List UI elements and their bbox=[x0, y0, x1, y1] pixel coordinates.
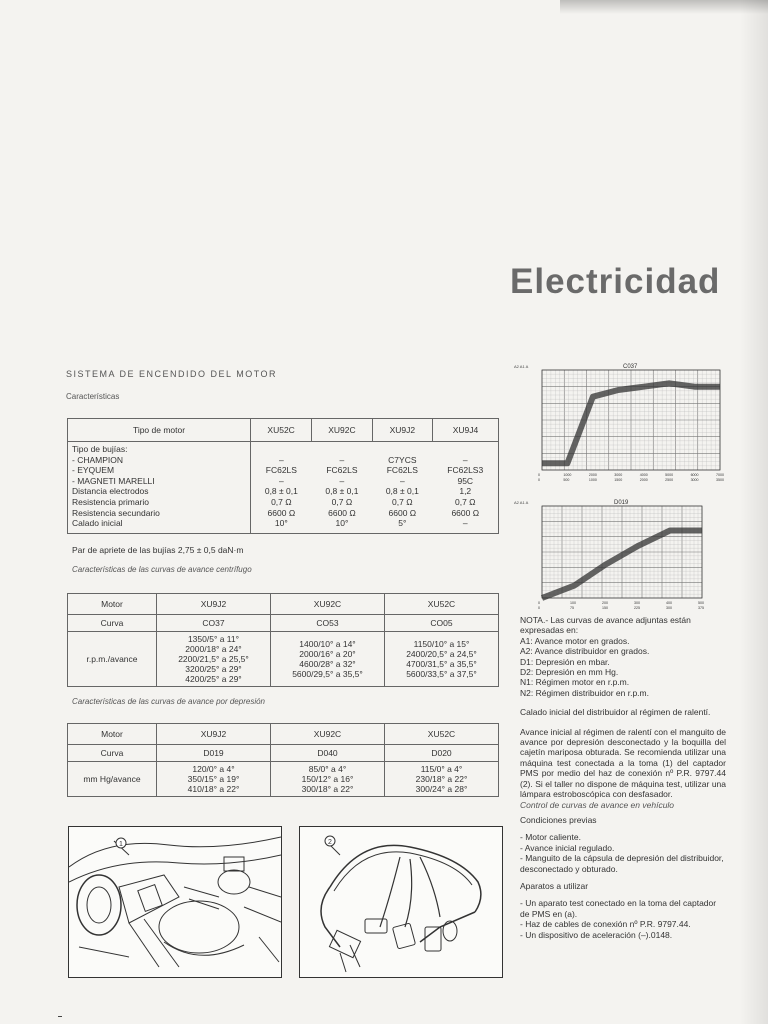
page-top-shadow bbox=[560, 0, 768, 14]
cell: – bbox=[462, 518, 468, 529]
torque-text: Par de apriete de las bujías 2,75 ± 0,5 daN·m bbox=[72, 545, 244, 555]
row-label: Tipo de bujías: bbox=[72, 444, 128, 454]
table-header-row bbox=[68, 594, 499, 615]
x-tick-label: 400 bbox=[666, 601, 672, 605]
row-label: Resistencia primario bbox=[72, 496, 149, 507]
x-tick-label: 0 bbox=[538, 601, 540, 605]
x-tick-label: 1000 bbox=[588, 478, 597, 482]
cell-group bbox=[157, 632, 271, 687]
note-column bbox=[520, 615, 726, 940]
x-tick-label: 500 bbox=[698, 601, 704, 605]
header-cell: XU92C bbox=[271, 724, 385, 745]
cell: 2000/18° a 24° bbox=[185, 644, 242, 654]
callout-label: 1 bbox=[119, 841, 123, 848]
cell: 5600/29,5° a 35,5° bbox=[292, 669, 363, 679]
cell: D040 bbox=[271, 745, 385, 762]
cell: D020 bbox=[385, 745, 499, 762]
row-label: Motor bbox=[68, 594, 157, 615]
note-line: N2: Régimen distribuidor en r.p.m. bbox=[520, 687, 649, 698]
table-header-row bbox=[68, 724, 499, 745]
row-label: r.p.m./avance bbox=[68, 632, 157, 687]
cell: 350/15° a 19° bbox=[187, 774, 240, 784]
cell: 2000/16° a 20° bbox=[299, 649, 356, 659]
chart-title: C037 bbox=[623, 364, 638, 370]
aparatos-heading: Aparatos a utilizar bbox=[520, 880, 589, 891]
row-label: - CHAMPION bbox=[72, 454, 123, 465]
header-cell: XU9J2 bbox=[372, 419, 432, 442]
cell: 5° bbox=[398, 518, 407, 529]
note-line: A1: Avance motor en grados. bbox=[520, 635, 630, 646]
cell: 6600 Ω bbox=[267, 507, 296, 518]
note-line: A2: Avance distribuidor en grados. bbox=[520, 646, 650, 657]
x-tick-label: 75 bbox=[570, 606, 574, 610]
cell: D019 bbox=[157, 745, 271, 762]
cell: 0,7 Ω bbox=[271, 496, 292, 507]
table-row bbox=[68, 745, 499, 762]
callout-label: 2 bbox=[328, 839, 332, 846]
row-label: Curva bbox=[68, 615, 157, 632]
row-label: Calado inicial bbox=[72, 518, 123, 529]
y-axis-label: A2 A1 A bbox=[514, 500, 529, 505]
table-row bbox=[68, 615, 499, 632]
x-tick-label: 5000 bbox=[665, 473, 674, 477]
engine-drawing bbox=[69, 827, 281, 977]
condicion-item: - Avance inicial regulado. bbox=[520, 842, 615, 853]
table-row bbox=[68, 442, 499, 534]
subheading: Características bbox=[66, 392, 120, 401]
aparato-item: - Un dispositivo de aceleración (–).0148. bbox=[520, 929, 673, 940]
centrifugal-advance-table bbox=[67, 593, 499, 687]
cell: 95C bbox=[457, 475, 474, 486]
aparato-item: - Un aparato test conectado en la toma del captador de PMS en (a). bbox=[520, 898, 717, 919]
engine-column bbox=[312, 442, 372, 534]
cell: CO53 bbox=[271, 615, 385, 632]
cell: 1,2 bbox=[459, 486, 472, 497]
cell: 0,7 Ω bbox=[454, 496, 476, 507]
x-tick-label: 300 bbox=[634, 601, 640, 605]
cell: FC62LS bbox=[326, 465, 358, 476]
harness-drawing bbox=[300, 827, 502, 977]
cell: 4600/28° a 32° bbox=[299, 659, 356, 669]
cell: – bbox=[278, 475, 284, 486]
cell: 115/0° a 4° bbox=[420, 764, 463, 774]
header-cell: Tipo de motor bbox=[68, 419, 251, 442]
header-cell: XU9J4 bbox=[433, 419, 499, 442]
cell: C7YCS bbox=[388, 454, 417, 465]
table-row bbox=[68, 762, 499, 797]
cell: 300/18° a 22° bbox=[301, 784, 354, 794]
section-title: SISTEMA DE ENCENDIDO DEL MOTOR bbox=[66, 369, 278, 379]
x-tick-label: 150 bbox=[602, 606, 608, 610]
condicion-item: - Motor caliente. bbox=[520, 832, 581, 843]
x-tick-label: 4000 bbox=[639, 473, 648, 477]
cell: 4700/31,5° a 35,5° bbox=[406, 659, 477, 669]
page-edge-shadow bbox=[740, 0, 768, 1024]
depression-advance-table bbox=[67, 723, 499, 797]
x-tick-label: 100 bbox=[570, 601, 576, 605]
cell: 0,8 ± 0,1 bbox=[385, 486, 419, 497]
note-line: D1: Depresión en mbar. bbox=[520, 656, 610, 667]
cell: FC62LS3 bbox=[447, 465, 484, 476]
row-label: Curva bbox=[68, 745, 157, 762]
note-line: N1: Régimen motor en r.p.m. bbox=[520, 677, 630, 688]
depression-heading: Características de las curvas de avance por depresión bbox=[72, 697, 265, 706]
x-tick-label: 500 bbox=[563, 478, 570, 482]
avance-paragraph: Avance inicial al régimen de ralentí con el manguito de avance por depresión desconectado y la boquilla del cajetín mariposa obturada. Se recomienda utilizar una máquina test conectada a la toma (1) del captador PMS por medio del haz de conexión nº P.R. 9797.44 (2). Si el taller no dispone de máquina test, utilizar una lámpara estroboscópica con desfasador. bbox=[520, 726, 726, 800]
cell-group bbox=[385, 762, 499, 797]
cell: 85/0° a 4° bbox=[308, 764, 347, 774]
cell: 1350/5° a 11° bbox=[187, 634, 240, 644]
note-line: D2: Depresión en mm Hg. bbox=[520, 667, 619, 678]
cell: 4200/25° a 29° bbox=[185, 674, 242, 684]
cell: 10° bbox=[335, 518, 349, 529]
condicion-item: - Manguito de la cápsula de depresión del distribuidor, desconectado y obturado. bbox=[520, 853, 724, 874]
cell: 300/24° a 28° bbox=[415, 784, 468, 794]
table-row bbox=[68, 632, 499, 687]
header-cell: XU92C bbox=[312, 419, 372, 442]
cell: 2400/20,5° a 24,5° bbox=[406, 649, 477, 659]
x-tick-label: 200 bbox=[602, 601, 608, 605]
cell: FC62LS bbox=[386, 465, 418, 476]
x-tick-label: 2500 bbox=[665, 478, 674, 482]
control-heading: Control de curvas de avance en vehículo bbox=[520, 799, 675, 810]
header-cell: XU92C bbox=[271, 594, 385, 615]
engine-illustration bbox=[68, 826, 282, 978]
row-label: mm Hg/avance bbox=[68, 762, 157, 797]
x-tick-label: 3000 bbox=[614, 473, 623, 477]
cell: 5600/33,5° a 37,5° bbox=[406, 669, 477, 679]
chapter-title: Electricidad bbox=[510, 262, 721, 301]
row-label: Resistencia secundario bbox=[72, 507, 160, 518]
cell: 2200/21,5° a 25,5° bbox=[178, 654, 249, 664]
cell: 410/18° a 22° bbox=[187, 784, 240, 794]
table-header-row bbox=[68, 419, 499, 442]
cell: – bbox=[339, 454, 345, 465]
x-tick-label: 2000 bbox=[588, 473, 597, 477]
cell: – bbox=[278, 454, 284, 465]
row-label: - MAGNETI MARELLI bbox=[72, 475, 155, 486]
row-labels-cell bbox=[68, 442, 251, 534]
cell: 6600 Ω bbox=[451, 507, 480, 518]
cell: 0,8 ± 0,1 bbox=[325, 486, 359, 497]
x-tick-label: 7000 bbox=[716, 473, 724, 477]
row-label: - EYQUEM bbox=[72, 465, 115, 476]
header-cell: XU52C bbox=[385, 594, 499, 615]
chart-title: D019 bbox=[614, 500, 629, 506]
cell: – bbox=[462, 454, 468, 465]
page-mark bbox=[58, 1016, 62, 1017]
centrifugal-heading: Características de las curvas de avance centrífugo bbox=[72, 565, 252, 574]
cell: 0,8 ± 0,1 bbox=[264, 486, 298, 497]
note-line: expresadas en: bbox=[520, 625, 579, 636]
y-axis-label: A2 A1 A bbox=[514, 364, 529, 369]
cell: 6600 Ω bbox=[328, 507, 356, 518]
x-tick-label: 1500 bbox=[614, 478, 623, 482]
aparato-item: - Haz de cables de conexión nº P.R. 9797.44. bbox=[520, 919, 691, 930]
row-label: Distancia electrodos bbox=[72, 486, 149, 497]
cell: 230/18° a 22° bbox=[415, 774, 468, 784]
harness-illustration bbox=[299, 826, 503, 978]
cell: – bbox=[399, 475, 405, 486]
cell: 0,7 Ω bbox=[392, 496, 413, 507]
header-cell: XU52C bbox=[251, 419, 312, 442]
advance-charts bbox=[512, 362, 728, 615]
header-cell: XU9J2 bbox=[157, 594, 271, 615]
row-label: Motor bbox=[68, 724, 157, 745]
note-block bbox=[520, 615, 726, 698]
cell: CO37 bbox=[157, 615, 271, 632]
x-tick-label: 2000 bbox=[639, 478, 648, 482]
cell: 120/0° a 4° bbox=[192, 764, 235, 774]
header-cell: XU52C bbox=[385, 724, 499, 745]
x-tick-label: 0 bbox=[538, 606, 540, 610]
advance-charts-svg bbox=[512, 362, 728, 610]
calado-paragraph: Calado inicial del distribuidor al régimen de ralentí. bbox=[520, 707, 711, 718]
header-cell: XU9J2 bbox=[157, 724, 271, 745]
x-tick-label: 1000 bbox=[563, 473, 572, 477]
cell-group bbox=[271, 762, 385, 797]
cell: 150/12° a 16° bbox=[301, 774, 354, 784]
x-tick-label: 3000 bbox=[690, 478, 699, 482]
x-tick-label: 225 bbox=[634, 606, 640, 610]
cell: CO05 bbox=[385, 615, 499, 632]
cell-group bbox=[385, 632, 499, 687]
x-tick-label: 3500 bbox=[716, 478, 724, 482]
cell: 10° bbox=[274, 518, 288, 529]
x-tick-label: 375 bbox=[698, 606, 704, 610]
condiciones-heading: Condiciones previas bbox=[520, 814, 597, 825]
cell: 3200/25° a 29° bbox=[185, 664, 242, 674]
cell-group bbox=[157, 762, 271, 797]
x-tick-label: 6000 bbox=[690, 473, 699, 477]
x-tick-label: 300 bbox=[666, 606, 672, 610]
cell-group bbox=[271, 632, 385, 687]
cell: – bbox=[339, 475, 345, 486]
cell: 0,7 Ω bbox=[331, 496, 353, 507]
cell: 1400/10° a 14° bbox=[299, 639, 356, 649]
ignition-spec-table bbox=[67, 418, 499, 534]
cell: 6600 Ω bbox=[388, 507, 417, 518]
x-tick-label: 0 bbox=[538, 473, 540, 477]
engine-column bbox=[251, 442, 312, 534]
cell: 1150/10° a 15° bbox=[413, 639, 470, 649]
engine-column bbox=[372, 442, 432, 534]
cell: FC62LS bbox=[265, 465, 297, 476]
x-tick-label: 0 bbox=[538, 478, 540, 482]
engine-column bbox=[433, 442, 499, 534]
note-line: NOTA.- Las curvas de avance adjuntas están bbox=[520, 615, 691, 625]
